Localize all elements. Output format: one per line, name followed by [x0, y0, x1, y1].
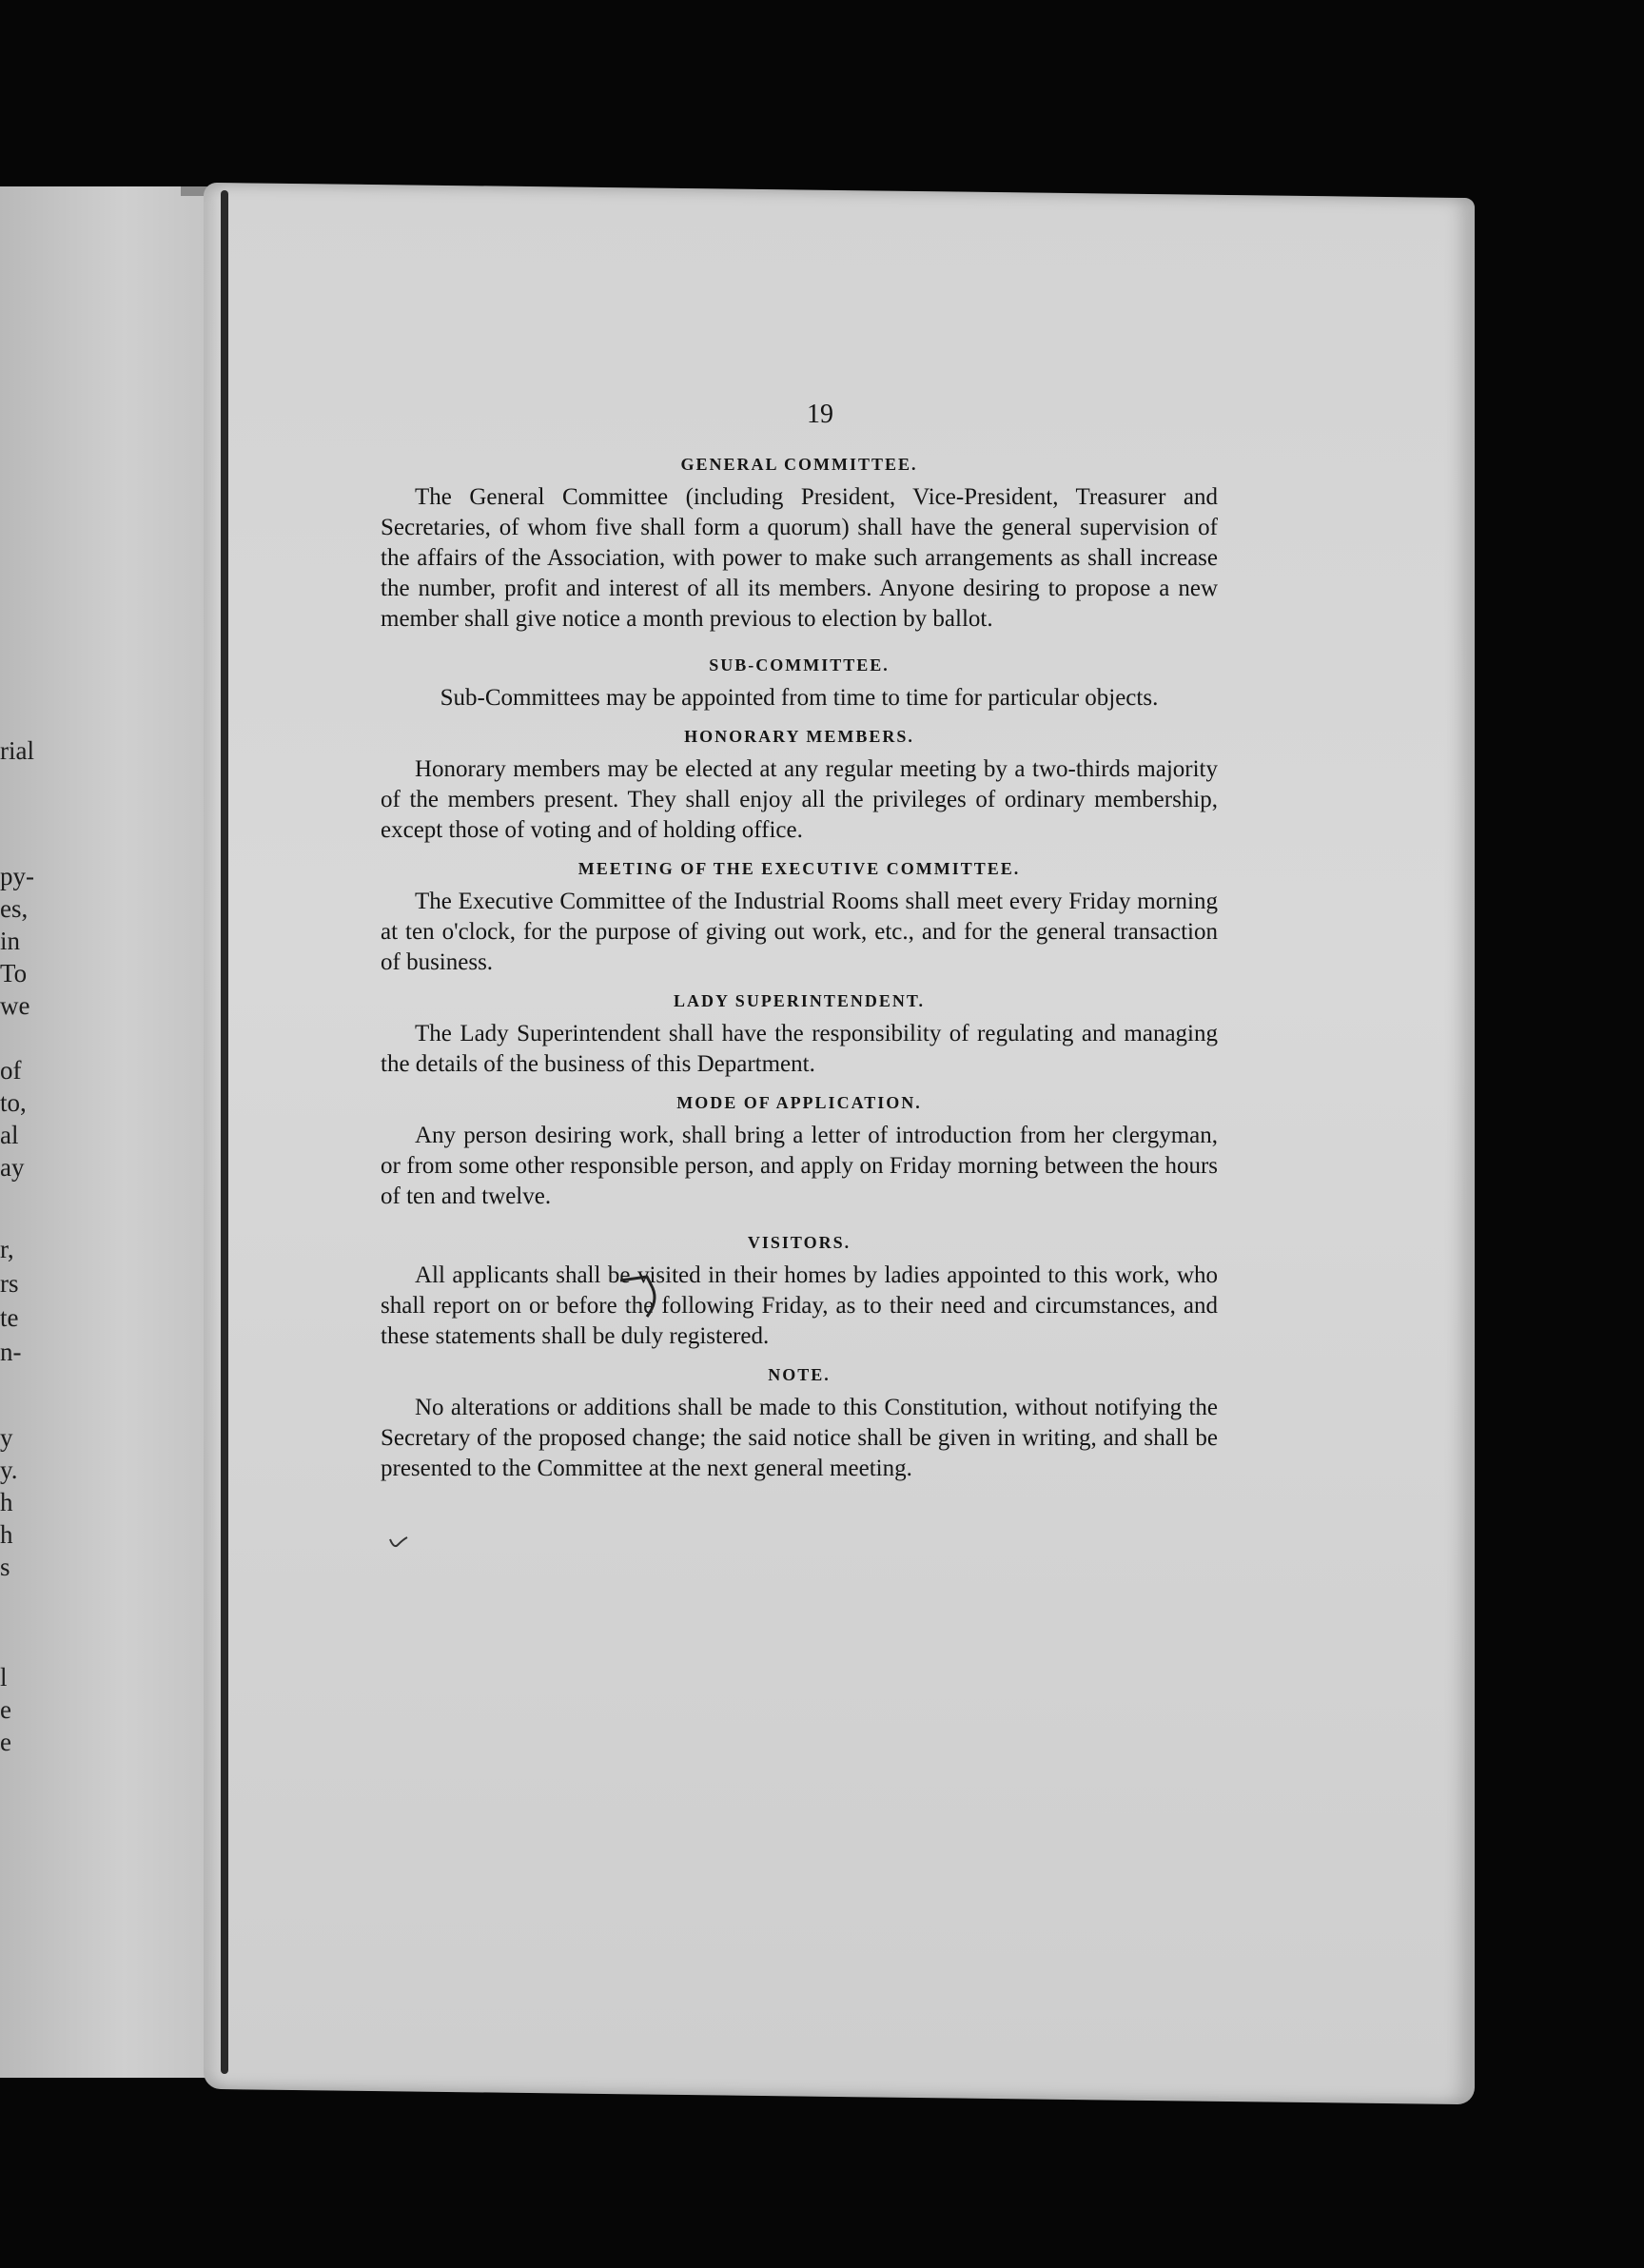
section-sub-committee — [381, 655, 1218, 714]
section-text: Sub-Committees may be appointed from time to time for particular objects. — [440, 685, 1159, 711]
left-page-fragment: y. — [0, 1456, 18, 1484]
left-page-fragment: al — [0, 1121, 19, 1149]
left-page-fragment: e — [0, 1728, 11, 1756]
section-heading: HONORARY MEMBERS. — [684, 727, 914, 746]
section-mode-of-application — [381, 1093, 1218, 1212]
left-page-fragment: ay — [0, 1153, 25, 1182]
section-text: All applicants shall be visited in their homes by ladies appointed to this work, who shall report on or before the following Friday, as to their need and circumstances, and these statements shall be duly registered. — [381, 1262, 1218, 1349]
book-gutter — [221, 190, 228, 2074]
left-page-fragment: y — [0, 1423, 13, 1452]
section-text: Honorary members may be elected at any regular meeting by a two-thirds majority of the members present. They shall enjoy all the privileges of ordinary membership, except those of voting and of holding office. — [381, 756, 1218, 843]
section-text: The Executive Committee of the Industrial Rooms shall meet every Friday morning at ten o'clock, for the purpose of giving out work, etc., and for the general transaction of business. — [381, 889, 1218, 975]
section-heading: NOTE. — [768, 1365, 831, 1384]
section-text: Any person desiring work, shall bring a letter of introduction from her clergyman, or from some other responsible person, and apply on Friday morning between the hours of ten and twelve. — [381, 1123, 1218, 1209]
left-page-fragment: we — [0, 991, 30, 1020]
section-heading: MEETING OF THE EXECUTIVE COMMITTEE. — [577, 859, 1021, 878]
section-heading: GENERAL COMMITTEE. — [680, 455, 918, 474]
left-page-fragment: h — [0, 1488, 13, 1516]
page-content — [381, 400, 1218, 1484]
left-page-fragment: e — [0, 1695, 11, 1724]
section-visitors — [381, 1233, 1218, 1352]
pencil-bracket-mark-icon — [618, 1275, 675, 1332]
section-text: No alterations or additions shall be made to this Constitution, without notifying the Secretary of the proposed change; the said notice shall be given in writing, and shall be presented to the Committee at the next general meeting. — [381, 1395, 1218, 1481]
left-page-fragment: py- — [0, 862, 34, 890]
left-page-fragment: rs — [0, 1269, 19, 1298]
section-lady-superintendent — [381, 991, 1218, 1080]
section-note — [381, 1365, 1218, 1484]
left-page-fragment: h — [0, 1520, 13, 1549]
left-page-fragment: To — [0, 959, 28, 987]
section-text: The General Committee (including President, Vice-President, Treasurer and Secretaries, of whom five shall form a quorum) shall have the general supervision of the affairs of the Association, with power to make such arrangements as shall increase the number, profit and interest of all its members. Anyone desiring to propose a new member shall give notice a month previous to election by ballot. — [381, 484, 1218, 632]
left-page-fragment: rial — [0, 736, 34, 765]
section-heading: MODE OF APPLICATION. — [676, 1093, 922, 1112]
left-page-fragment: es, — [0, 894, 29, 923]
section-text: The Lady Superintendent shall have the responsibility of regulating and managing the details of the business of this Department. — [381, 1021, 1218, 1077]
section-executive-meeting — [381, 859, 1218, 978]
section-general-committee — [381, 455, 1218, 635]
pencil-check-mark-icon — [388, 1534, 411, 1553]
left-page-fragment: of — [0, 1056, 22, 1085]
left-page-fragment: n- — [0, 1338, 22, 1366]
left-page — [0, 186, 226, 2078]
left-page-fragment: s — [0, 1553, 10, 1581]
left-page-fragment: to, — [0, 1088, 27, 1117]
section-heading: LADY SUPERINTENDENT. — [673, 991, 926, 1010]
page-number: 19 — [807, 400, 833, 429]
left-page-fragment: l — [0, 1663, 8, 1691]
section-honorary-members — [381, 727, 1218, 846]
section-heading: SUB-COMMITTEE. — [709, 655, 890, 675]
left-page-fragment: te — [0, 1303, 19, 1332]
left-page-fragment: r, — [0, 1235, 14, 1263]
section-heading: VISITORS. — [747, 1233, 851, 1252]
left-page-fragment: in — [0, 927, 21, 955]
